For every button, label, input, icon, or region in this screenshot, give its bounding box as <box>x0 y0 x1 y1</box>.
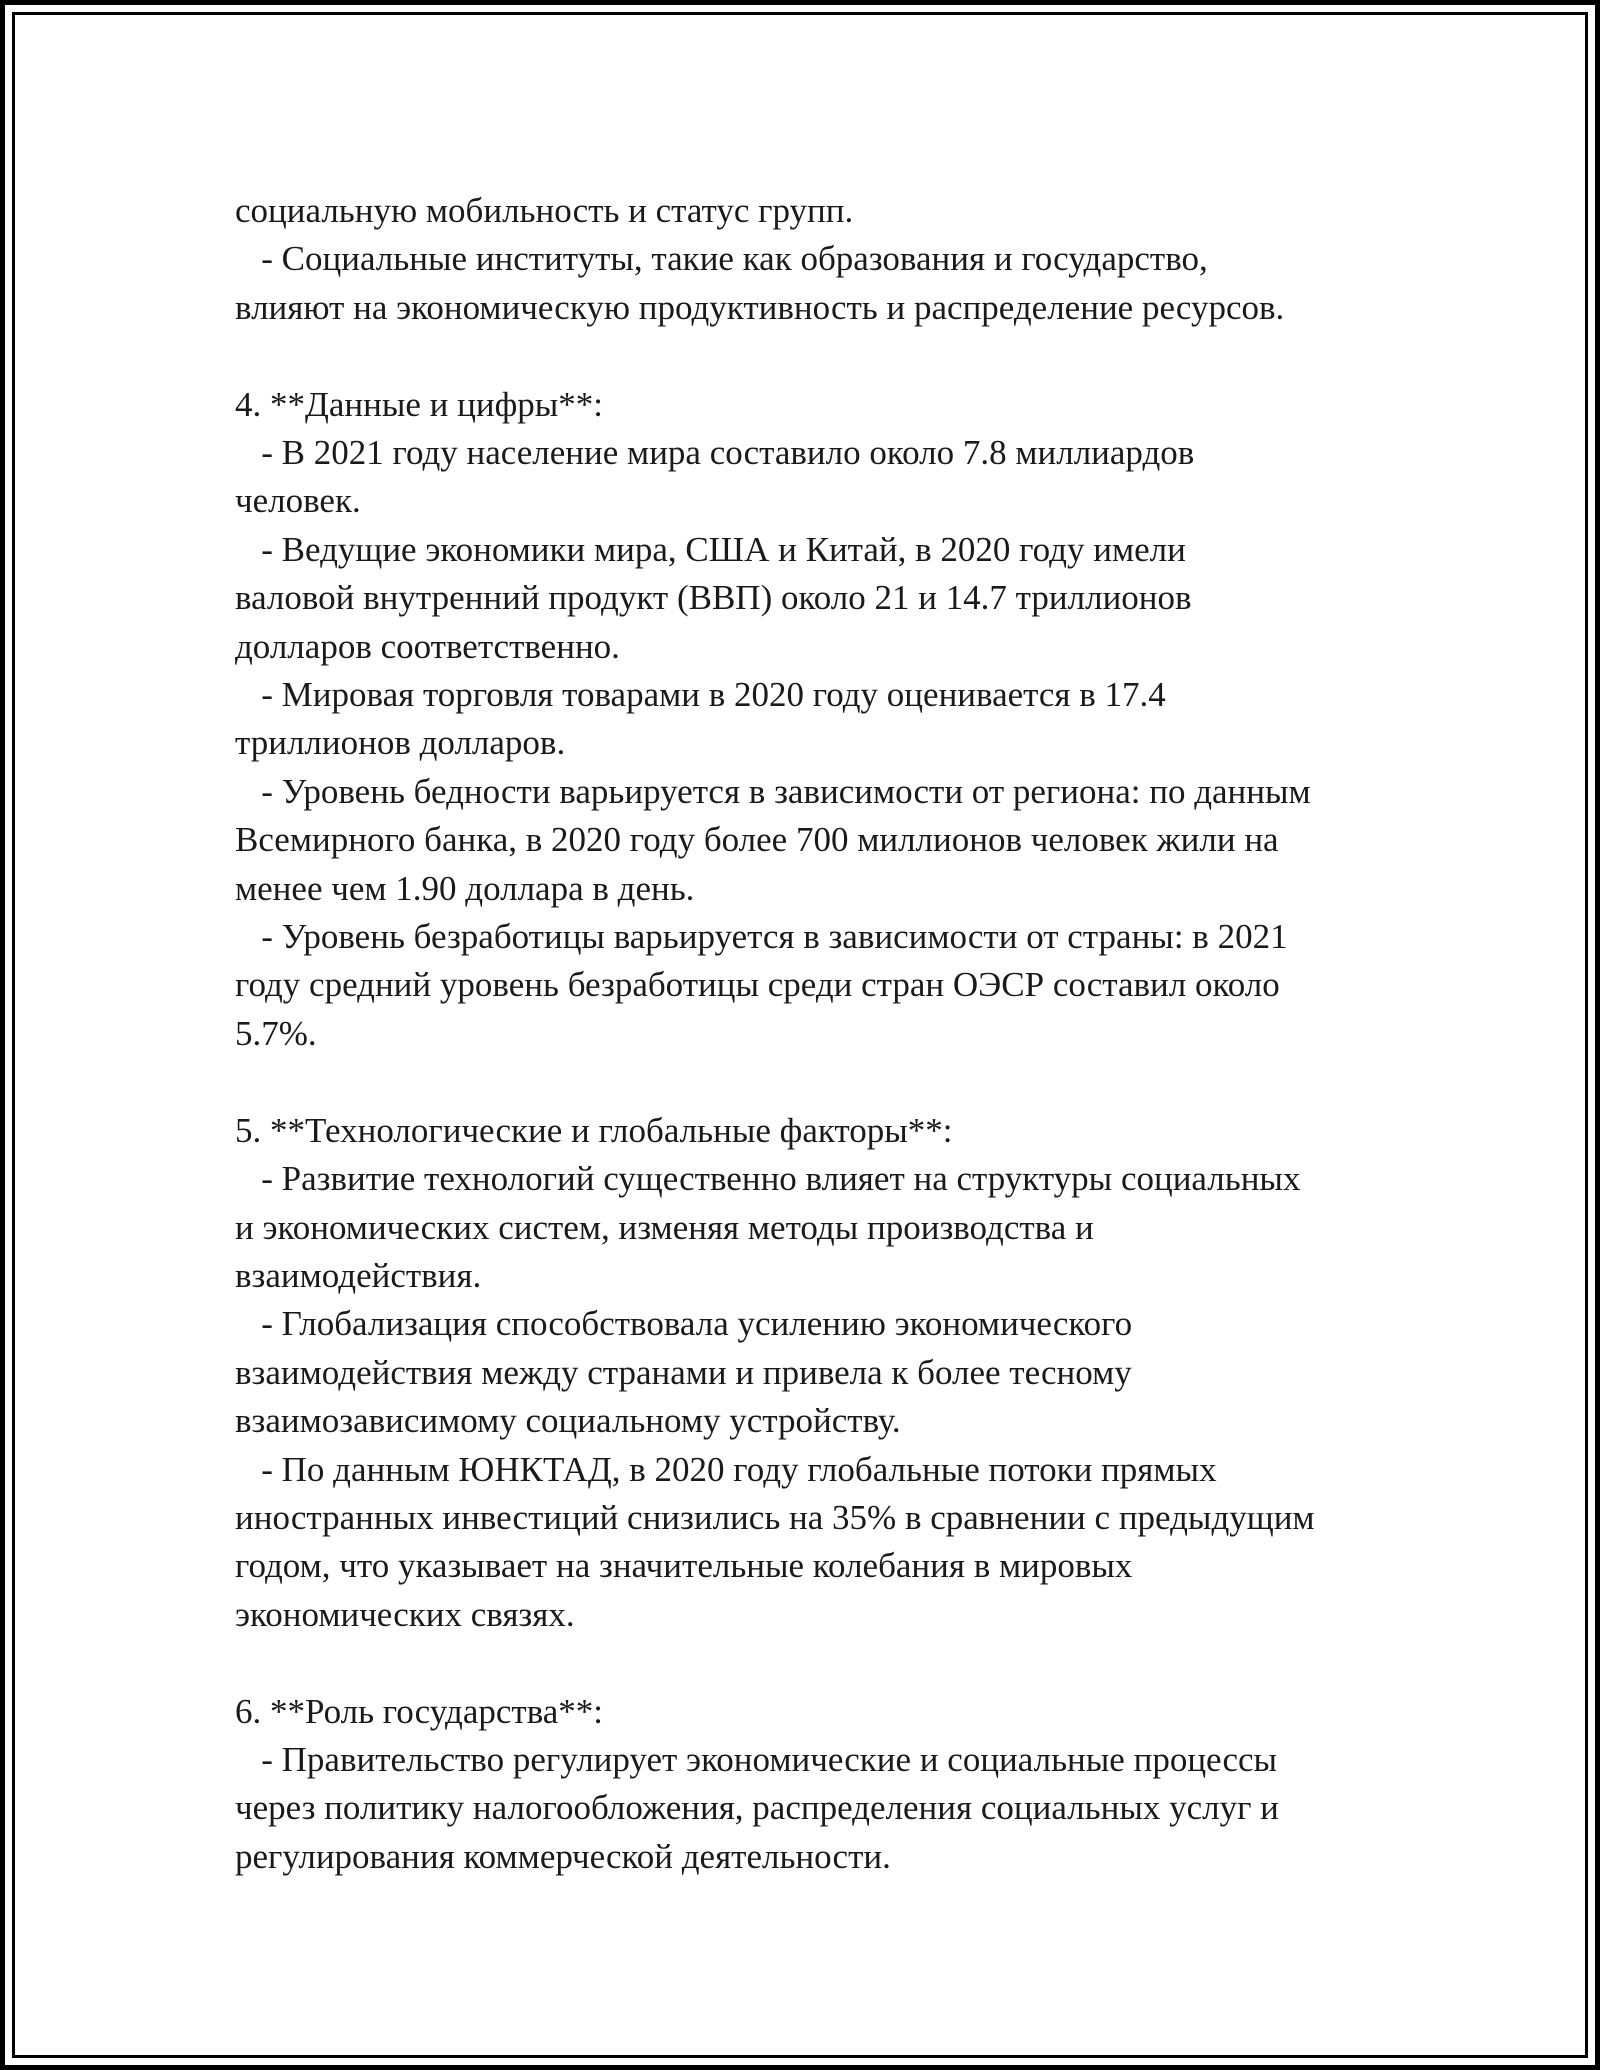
bullet-social-institutions: - Социальные институты, такие как образования и государство, влияют на экономическую продуктивность и распределение ресурсов. <box>235 239 1285 327</box>
bullet-fdi: - По данным ЮНКТАД, в 2020 году глобальные потоки прямых иностранных инвестиций снизились на 35% в сравнении с предыдущим годом, что указывает на значительные колебания в мировых экономических связях. <box>235 1449 1315 1634</box>
paragraph-gap <box>235 1639 1415 1687</box>
bullet-government: - Правительство регулирует экономические и социальные процессы через политику налогообложения, распределения социальных услуг и регулирования коммерческой деятельности. <box>235 1739 1279 1876</box>
bullet-poverty: - Уровень бедности варьируется в зависимости от региона: по данным Всемирного банка, в 2020 году более 700 миллионов человек жили на менее чем 1.90 доллара в день. <box>235 771 1311 908</box>
bullet-world-trade: - Мировая торговля товарами в 2020 году оценивается в 17.4 триллионов долларов. <box>235 675 1166 763</box>
paragraph-gap <box>235 1058 1415 1106</box>
section-heading-data: 4. **Данные и цифры**: <box>235 384 604 424</box>
bullet-technology: - Развитие технологий существенно влияет на структуры социальных и экономических систем, изменяя методы производства и взаимодействия. <box>235 1159 1301 1295</box>
bullet-world-population: - В 2021 году население мира составило около 7.8 миллиардов человек. <box>235 433 1195 521</box>
bullet-leading-economies: - Ведущие экономики мира, США и Китай, в 2020 году имели валовой внутренний продукт (ВВП) около 21 и 14.7 триллионов долларов соответственно. <box>235 529 1192 666</box>
section-heading-technology: 5. **Технологические и глобальные факторы**: <box>235 1110 953 1150</box>
section-heading-state: 6. **Роль государства**: <box>235 1691 604 1731</box>
paragraph-continuation: социальную мобильность и статус групп. <box>235 191 854 230</box>
paragraph-gap <box>235 332 1415 380</box>
document-body <box>235 187 1415 1881</box>
bullet-unemployment: - Уровень безработицы варьируется в зависимости от страны: в 2021 году средний уровень безработицы среди стран ОЭСР составил около 5.7%. <box>235 917 1288 1053</box>
bullet-globalization: - Глобализация способствовала усилению экономического взаимодействия между странами и привела к более тесному взаимозависимому социальному устройству. <box>235 1304 1133 1441</box>
